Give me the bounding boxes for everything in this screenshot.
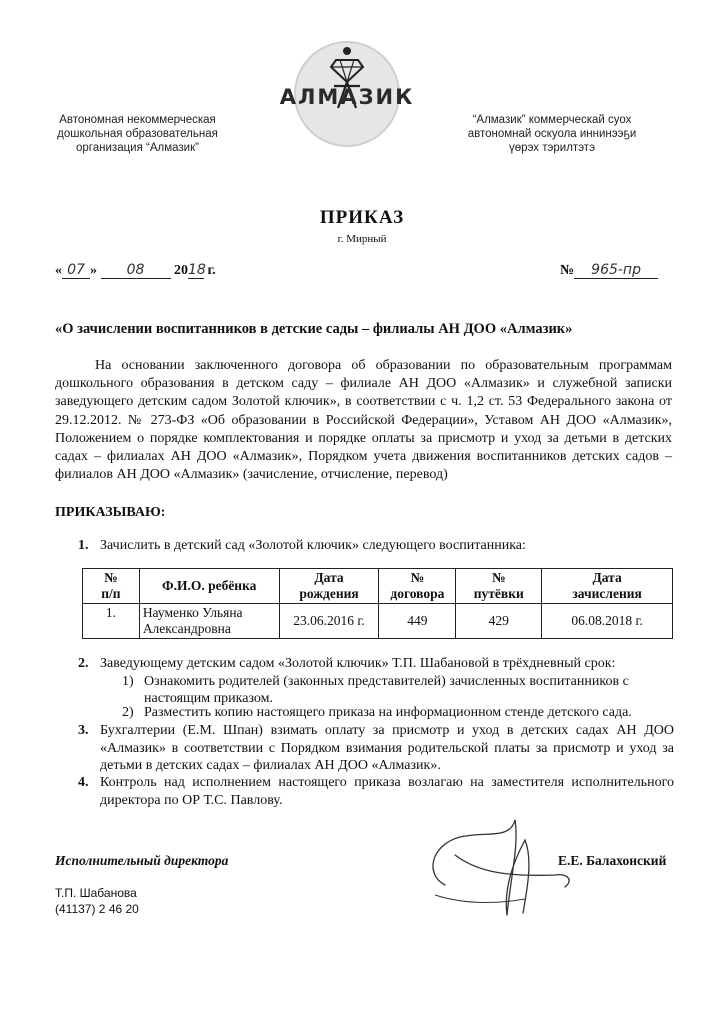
org-right-line: үөрэх тэрилтэтэ bbox=[509, 142, 595, 154]
signatory-role: Исполнительный директора bbox=[55, 853, 229, 868]
executor-contact bbox=[55, 885, 139, 917]
col-header-number: № п/п bbox=[83, 569, 140, 604]
document-city: г. Мирный bbox=[337, 233, 387, 245]
sub-item-text: Ознакомить родителей (законных представителей) зачисленных воспитанников с bbox=[144, 674, 629, 689]
almazik-logo bbox=[262, 36, 432, 158]
signatory-name: Е.Е. Балахонский bbox=[558, 853, 667, 868]
cell-contract: 449 bbox=[379, 604, 456, 639]
sub-item-number: 1) bbox=[122, 674, 134, 689]
order-item-4 bbox=[78, 774, 674, 809]
executor-name: Т.П. Шабанова bbox=[55, 886, 137, 900]
sub-item-text-cont: настоящим приказом. bbox=[144, 691, 273, 706]
table-row bbox=[83, 604, 673, 639]
cell-voucher: 429 bbox=[456, 604, 542, 639]
item-number: 4. bbox=[78, 775, 89, 790]
org-left-line: организация “Алмазик” bbox=[76, 142, 199, 154]
col-header-contract: № договора bbox=[379, 569, 456, 604]
item-text: Зачислить в детский сад «Золотой ключик» следующего воспитанника: bbox=[100, 538, 526, 553]
col-header-voucher: № путёвки bbox=[456, 569, 542, 604]
cell-number: 1. bbox=[83, 604, 140, 639]
order-item-2 bbox=[78, 655, 678, 673]
organization-name-sakha bbox=[437, 113, 667, 155]
preamble-paragraph: На основании заключенного договора об образовании по образовательным программам дошкольного образования в детском саду – филиале АН ДОО «Алмазик» и служебной записки заведующего детским садом Золотой ключик», в соответствии с ч. 1,2 ст. 53 Федерального закона от 29.12.2012. № 273-ФЗ «Об образовании в Российской Федерации», Уставом АН ДОО «Алмазик», Положением о порядке комплектования и порядке оплаты за присмотр и уход за детьми в детских садах – филиалах АН ДОО «Алмазик», Порядком учета движения воспитанников детских садов – филиалов АН ДОО «Алмазик» (зачисление, отчисление, перевод) bbox=[55, 358, 672, 483]
date-year-suffix: 18 bbox=[188, 262, 206, 278]
item-number: 2. bbox=[78, 656, 89, 671]
order-item-1 bbox=[78, 538, 526, 554]
number-value: 965-пр bbox=[574, 262, 658, 279]
item-number: 3. bbox=[78, 723, 89, 738]
sub-item-text: Разместить копию настоящего приказа на информационном стенде детского сада. bbox=[144, 705, 632, 720]
org-left-line: дошкольная образовательная bbox=[57, 128, 218, 140]
executor-phone: (41137) 2 46 20 bbox=[55, 902, 139, 916]
cell-birth-date: 23.06.2016 г. bbox=[279, 604, 379, 639]
enrollment-table bbox=[82, 568, 673, 639]
item-text: Контроль над исполнением настоящего приказа возлагаю на заместителя исполнительного директора по ОР Т.С. Павлову. bbox=[100, 775, 674, 808]
date-quote-close: » bbox=[90, 263, 97, 278]
order-item-3 bbox=[78, 722, 674, 775]
item-number: 1. bbox=[78, 538, 89, 553]
order-number bbox=[560, 262, 658, 279]
logo-wordmark: АЛМАЗИК bbox=[279, 85, 415, 109]
col-header-birth-date: Дата рождения bbox=[279, 569, 379, 604]
cell-enroll-date: 06.08.2018 г. bbox=[542, 604, 673, 639]
item-text: Заведующему детским садом «Золотой ключик» Т.П. Шабановой в трёхдневный срок: bbox=[100, 656, 616, 671]
date-month: 08 bbox=[101, 262, 171, 279]
sub-item-1 bbox=[122, 673, 674, 707]
number-prefix: № bbox=[560, 263, 575, 278]
org-left-line: Автономная некоммерческая bbox=[59, 114, 216, 126]
order-date bbox=[55, 262, 216, 279]
date-year-prefix: 20 bbox=[174, 263, 188, 278]
col-header-enroll-date: Дата зачисления bbox=[542, 569, 673, 604]
handwritten-signature bbox=[415, 815, 595, 930]
date-day: 07 bbox=[62, 262, 90, 279]
order-directive: ПРИКАЗЫВАЮ: bbox=[55, 505, 166, 520]
cell-child-name: Науменко Ульяна Александровна bbox=[139, 604, 279, 639]
date-quote-open: « bbox=[55, 263, 62, 278]
col-header-name: Ф.И.О. ребёнка bbox=[139, 569, 279, 604]
order-subject: «О зачислении воспитанников в детские сады – филиалы АН ДОО «Алмазик» bbox=[55, 321, 573, 337]
document-title: ПРИКАЗ bbox=[319, 207, 405, 228]
organization-name-ru bbox=[40, 113, 235, 155]
sub-item-number: 2) bbox=[122, 705, 134, 720]
date-year-end: г. bbox=[204, 263, 216, 278]
sub-item-2 bbox=[122, 704, 682, 721]
item-text: Бухгалтерии (Е.М. Шпан) взимать оплату за присмотр и уход в детских садах АН ДОО «Алмазик» в соответствии с Порядком взимания родительской платы за присмотр и уход за детьми в детских садах – филиалах АН ДОО «Алмазик». bbox=[100, 723, 674, 773]
org-right-line: “Алмазик” коммерческай суох bbox=[472, 114, 632, 126]
org-right-line: автономнай оскуола иннинээҕи bbox=[467, 128, 637, 140]
table-header-row bbox=[83, 569, 673, 604]
